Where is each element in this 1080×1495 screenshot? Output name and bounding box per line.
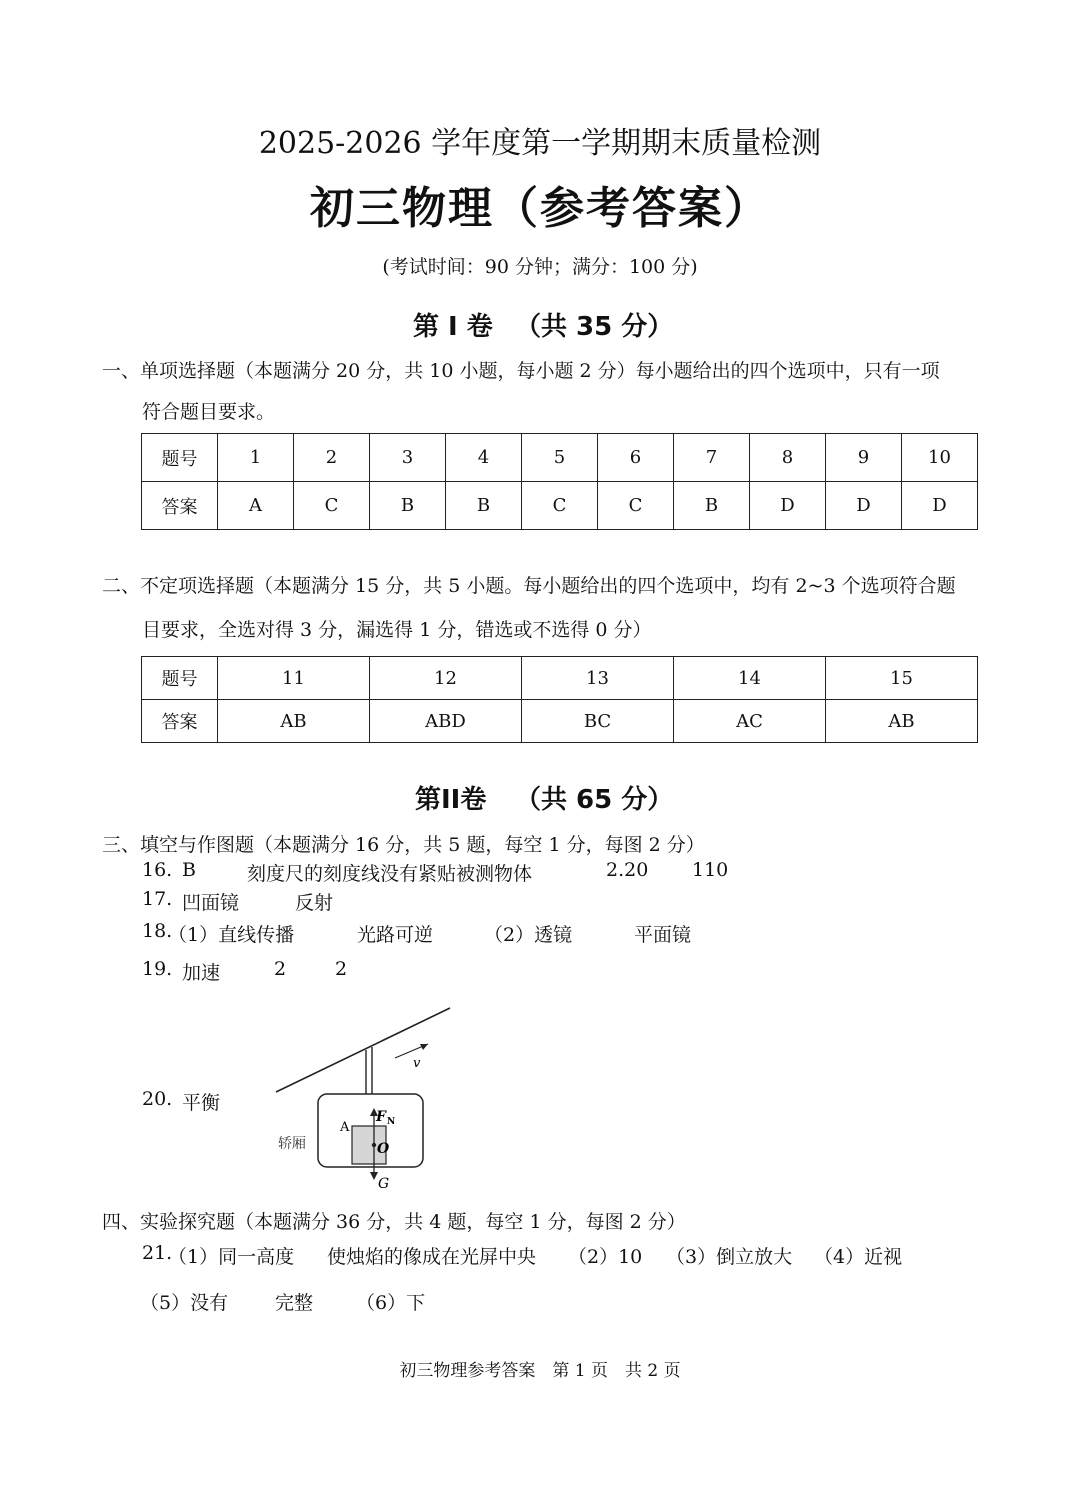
q21-answer-2: 使烛焰的像成在光屏中央 (327, 1246, 537, 1268)
answer-cell: C (598, 482, 674, 530)
force-diagram (270, 1000, 460, 1195)
row-label: 题号 (142, 434, 218, 482)
q19-answer-3: 2 (335, 958, 348, 980)
answer-cell: A (218, 482, 294, 530)
section2-heading-cont: 目要求，全选对得 3 分，漏选得 1 分，错选或不选得 0 分） (142, 619, 652, 641)
question-number: 14 (674, 657, 826, 700)
q17-answer-2: 反射 (295, 892, 334, 914)
question-number: 7 (674, 434, 750, 482)
answer-cell: D (826, 482, 902, 530)
question-number: 11 (218, 657, 370, 700)
question-number: 4 (446, 434, 522, 482)
q19-answer-2: 2 (274, 958, 287, 980)
q16-answer-2: 刻度尺的刻度线没有紧贴被测物体 (247, 863, 533, 885)
question-number: 2 (294, 434, 370, 482)
q21-answer-1: （1）同一高度 (168, 1246, 295, 1268)
section2-answer-table (141, 656, 978, 743)
q21-answer-4: （3）倒立放大 (666, 1246, 793, 1268)
center-label: O (377, 1141, 390, 1157)
answer-cell: B (446, 482, 522, 530)
q18-answer-4: 平面镜 (634, 924, 692, 946)
question-number: 1 (218, 434, 294, 482)
answer-cell: D (750, 482, 826, 530)
q16-number: 16. (142, 859, 173, 881)
q21-answer-3: （2）10 (568, 1246, 643, 1268)
section1-heading-cont: 符合题目要求。 (142, 401, 276, 423)
question-number: 13 (522, 657, 674, 700)
answer-cell: C (294, 482, 370, 530)
table-row (142, 657, 978, 700)
page-title: 初三物理（参考答案） (310, 183, 770, 234)
answer-cell: D (902, 482, 978, 530)
row-label: 题号 (142, 657, 218, 700)
section1-answer-table (141, 433, 978, 530)
q17-number: 17. (142, 888, 173, 910)
q18-answer-2: 光路可逆 (357, 924, 434, 946)
answer-cell: ABD (370, 700, 522, 743)
question-number: 6 (598, 434, 674, 482)
section1-heading: 一、单项选择题（本题满分 20 分，共 10 小题，每小题 2 分）每小题给出的四个选项中，只有一项 (102, 360, 940, 382)
question-number: 5 (522, 434, 598, 482)
q21-answer-5: （4）近视 (814, 1246, 903, 1268)
cable-line (276, 1008, 450, 1092)
q20-answer-1: 平衡 (182, 1092, 221, 1114)
cabin-label: 轿厢 (278, 1136, 306, 1152)
q19-answer-1: 加速 (182, 962, 221, 984)
question-number: 9 (826, 434, 902, 482)
q21-answer-6: （5）没有 (140, 1292, 229, 1314)
table-row (142, 482, 978, 530)
gravity-label: G (378, 1176, 390, 1192)
section2-heading: 二、不定项选择题（本题满分 15 分，共 5 小题。每小题给出的四个选项中，均有 2~3 个选项符合题 (102, 575, 956, 597)
normal-force-subscript: N (387, 1117, 396, 1127)
answer-cell: B (370, 482, 446, 530)
page-footer: 初三物理参考答案 第 1 页 共 2 页 (399, 1361, 681, 1381)
q21-number: 21. (142, 1242, 173, 1264)
table-row (142, 434, 978, 482)
block-label: A (340, 1120, 350, 1135)
q16-answer-1: B (182, 859, 196, 881)
q16-answer-4: 110 (692, 859, 729, 881)
exam-info: (考试时间：90 分钟；满分：100 分) (382, 256, 698, 278)
q18-answer-3: （2）透镜 (484, 924, 573, 946)
answer-cell: AB (826, 700, 978, 743)
question-number: 3 (370, 434, 446, 482)
answer-cell: AC (674, 700, 826, 743)
section4-heading: 四、实验探究题（本题满分 36 分，共 4 题，每空 1 分，每图 2 分） (102, 1211, 686, 1233)
row-label: 答案 (142, 700, 218, 743)
answer-cell: C (522, 482, 598, 530)
volume2-title: 第II卷 (415, 785, 487, 815)
answer-cell: BC (522, 700, 674, 743)
q20-number: 20. (142, 1088, 173, 1110)
answer-cell: B (674, 482, 750, 530)
arrow-head-icon (370, 1172, 378, 1180)
question-number: 12 (370, 657, 522, 700)
question-number: 10 (902, 434, 978, 482)
volume1-title: 第 I 卷 (413, 312, 493, 342)
normal-force-label: F (376, 1109, 386, 1125)
row-label: 答案 (142, 482, 218, 530)
volume1-score: （共 35 分） (515, 312, 674, 342)
answer-cell: AB (218, 700, 370, 743)
q16-answer-3: 2.20 (606, 859, 649, 881)
velocity-label: v (413, 1056, 421, 1071)
section3-heading: 三、填空与作图题（本题满分 16 分，共 5 题，每空 1 分，每图 2 分） (102, 834, 705, 856)
question-number: 15 (826, 657, 978, 700)
q18-answer-1: （1）直线传播 (168, 924, 295, 946)
exam-header: 2025-2026 学年度第一学期期末质量检测 (258, 126, 822, 161)
q21-answer-8: （6）下 (356, 1292, 426, 1314)
q19-number: 19. (142, 958, 173, 980)
volume2-score: （共 65 分） (515, 785, 674, 815)
q21-answer-7: 完整 (275, 1292, 314, 1314)
question-number: 8 (750, 434, 826, 482)
q17-answer-1: 凹面镜 (182, 892, 240, 914)
center-point (372, 1143, 376, 1147)
table-row (142, 700, 978, 743)
q18-number: 18. (142, 920, 173, 942)
